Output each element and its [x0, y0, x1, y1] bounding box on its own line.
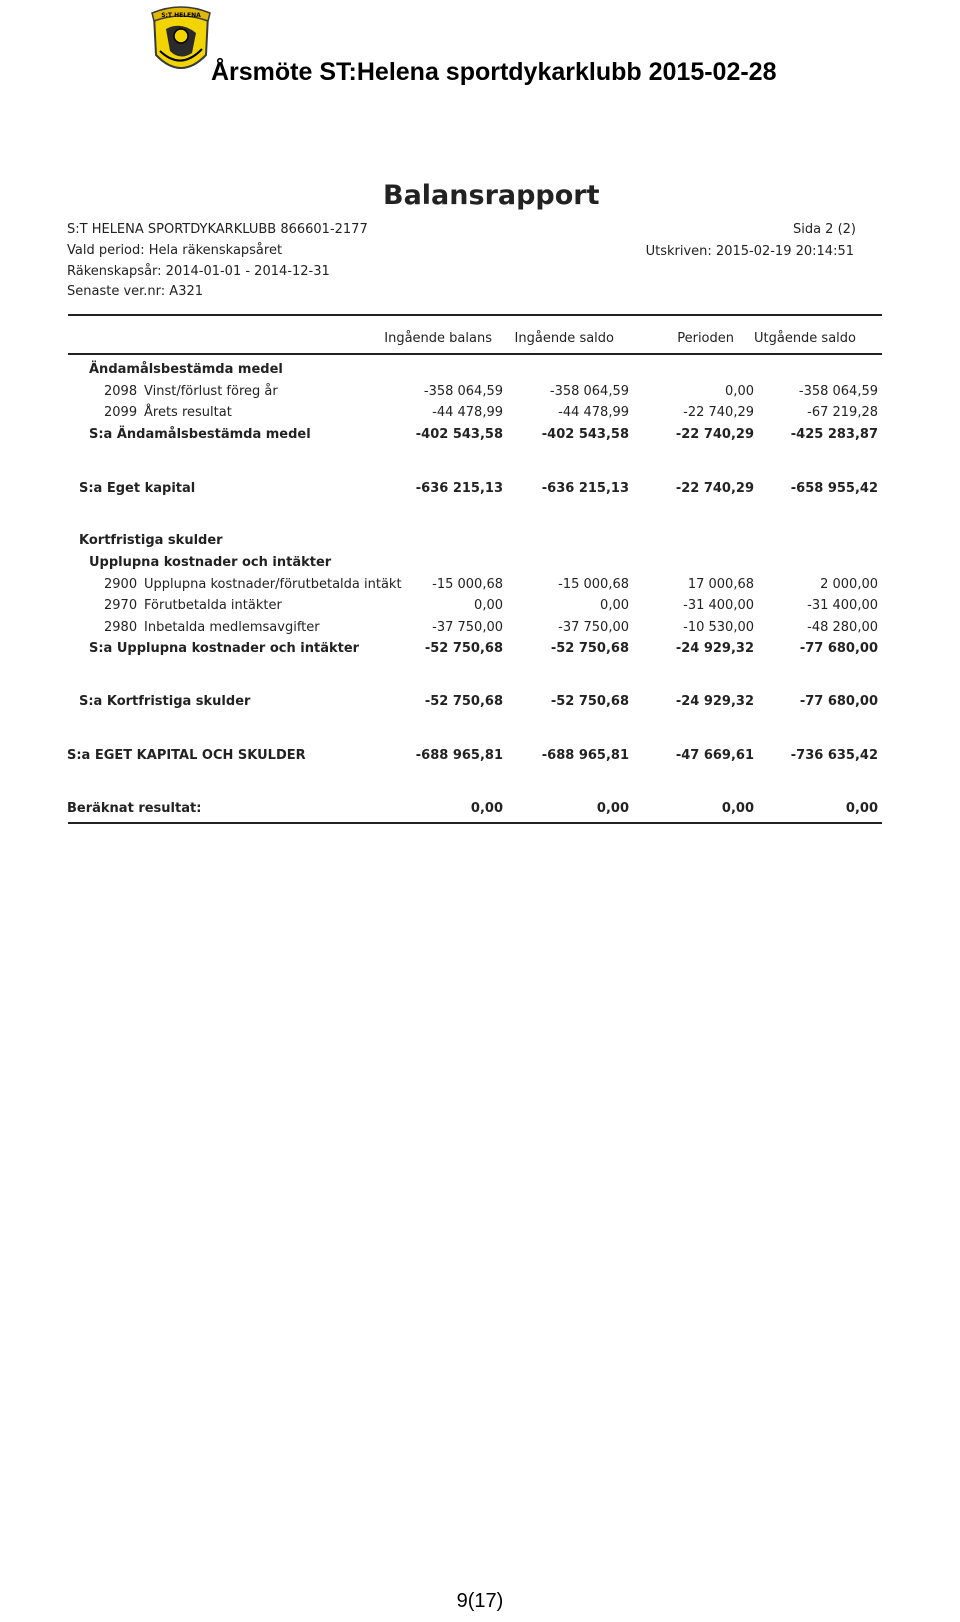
table-row: 2970 Förutbetalda intäkter 0,00 0,00 -31 400,00 -31 400,00	[104, 598, 878, 613]
divider-bottom	[68, 822, 882, 824]
latest-version: Senaste ver.nr: A321	[67, 284, 204, 299]
report-title: Balansrapport	[383, 180, 600, 211]
company-name: S:T HELENA SPORTDYKARKLUBB 866601-2177	[67, 222, 368, 237]
section-heading: Upplupna kostnader och intäkter	[89, 555, 332, 570]
page-number: 9(17)	[456, 1590, 504, 1612]
col-header-ingaende-balans: Ingående balans	[384, 331, 492, 346]
section-heading: Ändamålsbestämda medel	[89, 362, 283, 377]
subtotal-row: S:a Kortfristiga skulder -52 750,68 -52 750,68 -24 929,32 -77 680,00	[79, 694, 878, 709]
table-row: 2980 Inbetalda medlemsavgifter -37 750,00 -37 750,00 -10 530,00 -48 280,00	[104, 620, 878, 635]
svg-text:S:T HELENA: S:T HELENA	[161, 12, 201, 19]
subtotal-row: S:a Eget kapital -636 215,13 -636 215,13 -22 740,29 -658 955,42	[79, 481, 878, 496]
fiscal-year: Räkenskapsår: 2014-01-01 - 2014-12-31	[67, 264, 330, 279]
computed-result-row: Beräknat resultat: 0,00 0,00 0,00 0,00	[67, 801, 878, 816]
subtotal-row: S:a Ändamålsbestämda medel -402 543,58 -402 543,58 -22 740,29 -425 283,87	[89, 427, 878, 442]
table-row: 2900 Upplupna kostnader/förutbetalda intäkt -15 000,68 -15 000,68 17 000,68 2 000,00	[104, 577, 878, 592]
col-header-utgaende-saldo: Utgående saldo	[753, 331, 856, 346]
printed-date: Utskriven: 2015-02-19 20:14:51	[645, 244, 854, 259]
table-row: 2098 Vinst/förlust föreg år -358 064,59 -358 064,59 0,00 -358 064,59	[104, 384, 878, 399]
divider-header	[68, 353, 882, 355]
subtotal-row: S:a Upplupna kostnader och intäkter -52 750,68 -52 750,68 -24 929,32 -77 680,00	[89, 641, 878, 656]
page-title: Årsmöte ST:Helena sportdykarklubb 2015-02-28	[211, 58, 777, 86]
selected-period: Vald period: Hela räkenskapsåret	[67, 243, 283, 258]
section-heading: Kortfristiga skulder	[79, 533, 223, 548]
table-row: 2099 Årets resultat -44 478,99 -44 478,99 -22 740,29 -67 219,28	[104, 405, 878, 420]
divider-top	[68, 314, 882, 316]
page-indicator: Sida 2 (2)	[792, 222, 856, 237]
col-header-ingaende-saldo: Ingående saldo	[514, 331, 614, 346]
col-header-perioden: Perioden	[677, 331, 734, 346]
total-row: S:a EGET KAPITAL OCH SKULDER -688 965,81 -688 965,81 -47 669,61 -736 635,42	[67, 748, 878, 763]
